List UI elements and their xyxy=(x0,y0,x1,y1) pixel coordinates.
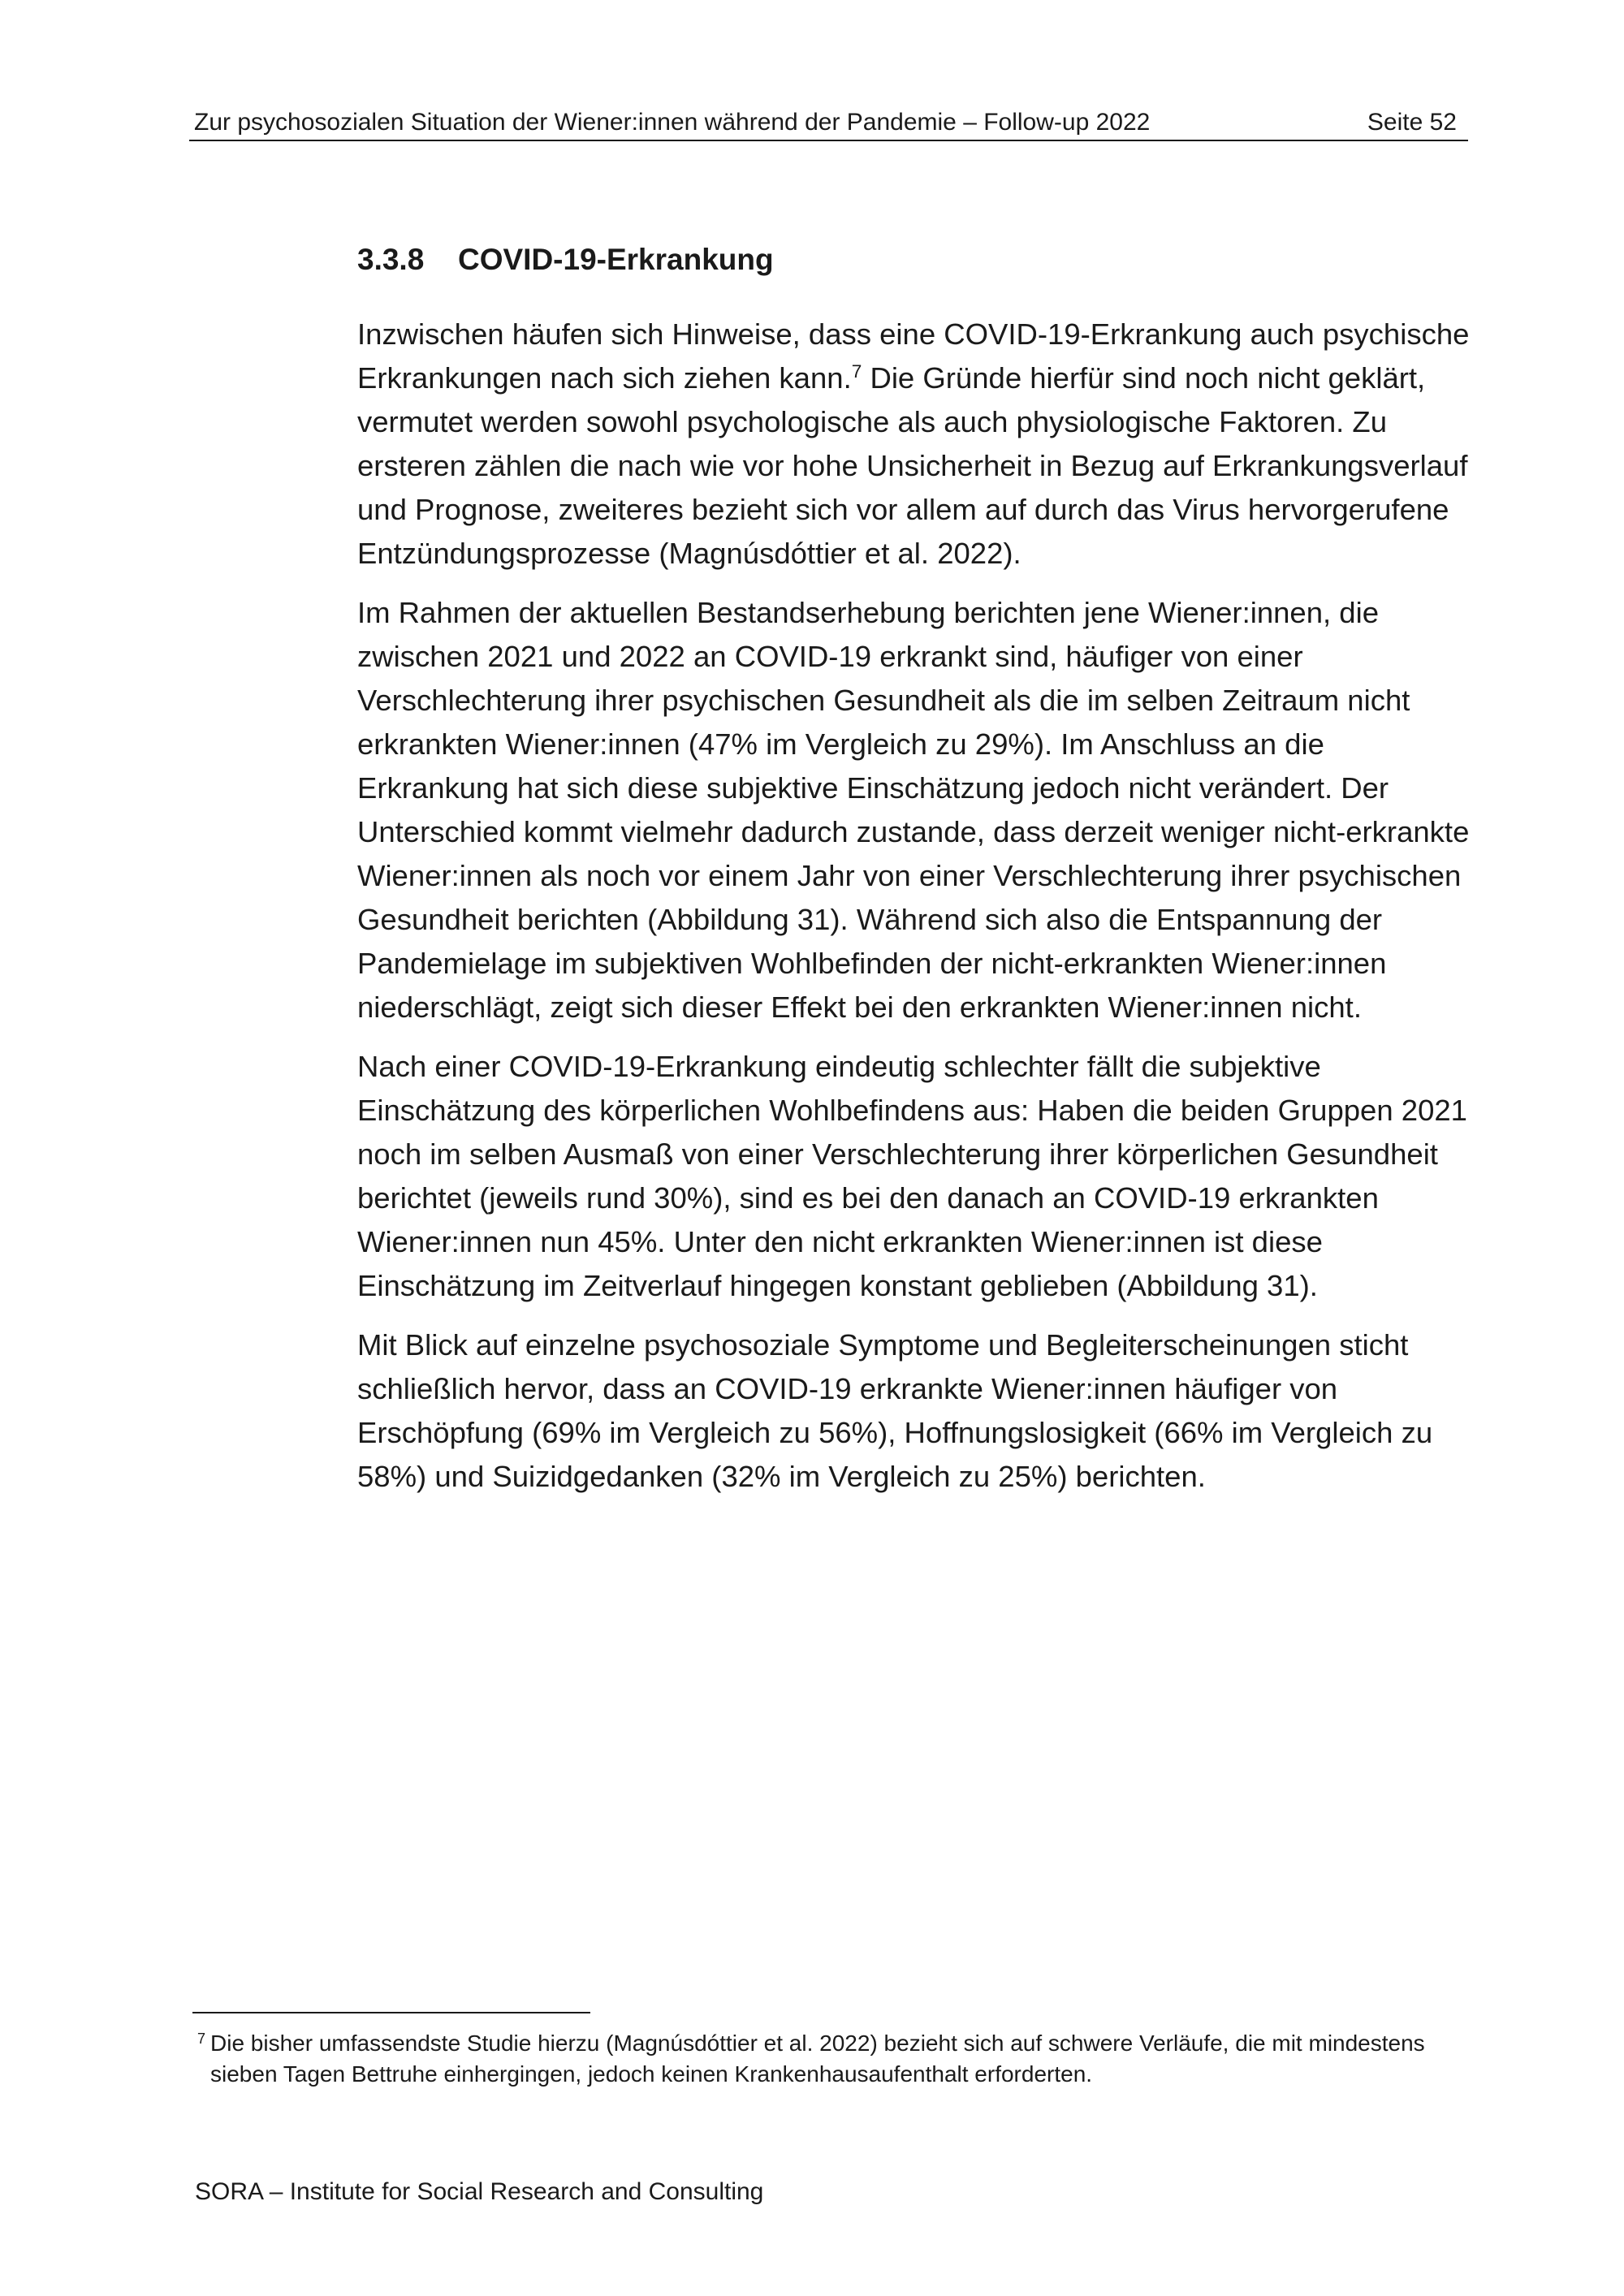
footnote xyxy=(192,2028,1475,2090)
paragraph-3: Nach einer COVID-19-Erkrankung eindeutig schlechter fällt die subjektive Einschätzung des körperlichen Wohlbefindens aus: Haben die beiden Gruppen 2021 noch im selben Ausmaß von einer Verschlechterung ihrer körperlichen Gesundheit berichtet (jeweils rund 30%), sind es bei den danach an COVID-19 erkrankten Wiener:innen nun 45%. Unter den nicht erkrankten Wiener:innen ist diese Einschätzung im Zeitverlauf hingegen konstant geblieben (Abbildung 31). xyxy=(357,1050,1467,1302)
section-number: 3.3.8 xyxy=(357,243,425,276)
paragraph-1 xyxy=(357,313,1470,576)
footnote-number: 7 xyxy=(197,2031,206,2047)
section-title: COVID-19-Erkrankung xyxy=(458,243,774,276)
header-title: Zur psychosozialen Situation der Wiener:innen während der Pandemie – Follow-up 2022 xyxy=(194,109,1151,136)
paragraph-4: Mit Blick auf einzelne psychosoziale Symptome und Begleiterscheinungen sticht schließlich hervor, dass an COVID-19 erkrankte Wiener:innen häufiger von Erschöpfung (69% im Vergleich zu 56%), Hoffnungslosigkeit (66% im Vergleich zu 58%) und Suizidgedanken (32% im Vergleich zu 25%) berichten. xyxy=(357,1328,1433,1493)
section-heading xyxy=(357,237,774,283)
paragraph-1-part-2: Die Gründe hierfür sind noch nicht geklärt, vermutet werden sowohl psychologische als auch physiologische Faktoren. Zu ersteren zählen die nach wie vor hohe Unsicherheit in Bezug auf Erkrankungsverlauf und Prognose, zweiteres bezieht sich vor allem auf durch das Virus hervorgerufene Entzündungsprozesse (Magnúsdóttier et al. 2022). xyxy=(357,361,1468,570)
footnote-divider xyxy=(192,2012,590,2013)
footnote-text: Die bisher umfassendste Studie hierzu (Magnúsdóttier et al. 2022) bezieht sich auf schwere Verläufe, die mit mindestens sieben Tagen Bettruhe einhergingen, jedoch keinen Krankenhausaufenthalt erforderten. xyxy=(210,2031,1425,2087)
page-footer: SORA – Institute for Social Research and Consulting xyxy=(195,2178,764,2205)
body-text xyxy=(357,313,1470,1514)
footnote-reference: 7 xyxy=(851,360,862,382)
page-header xyxy=(189,99,1468,141)
page-number: Seite 52 xyxy=(1367,109,1457,136)
paragraph-1-part-1: Inzwischen häufen sich Hinweise, dass eine COVID-19-Erkrankung auch psychische Erkrankungen nach sich ziehen kann. xyxy=(357,317,1470,395)
paragraph-2: Im Rahmen der aktuellen Bestandserhebung berichten jene Wiener:innen, die zwischen 2021 und 2022 an COVID-19 erkrankt sind, häufiger von einer Verschlechterung ihrer psychischen Gesundheit als die im selben Zeitraum nicht erkrankten Wiener:innen (47% im Vergleich zu 29%). Im Anschluss an die Erkrankung hat sich diese subjektive Einschätzung jedoch nicht verändert. Der Unterschied kommt vielmehr dadurch zustande, dass derzeit weniger nicht-erkrankte Wiener:innen als noch vor einem Jahr von einer Verschlechterung ihrer psychischen Gesundheit berichten (Abbildung 31). Während sich also die Entspannung der Pandemielage im subjektiven Wohlbefinden der nicht-erkrankten Wiener:innen niederschlägt, zeigt sich dieser Effekt bei den erkrankten Wiener:innen nicht. xyxy=(357,596,1470,1024)
